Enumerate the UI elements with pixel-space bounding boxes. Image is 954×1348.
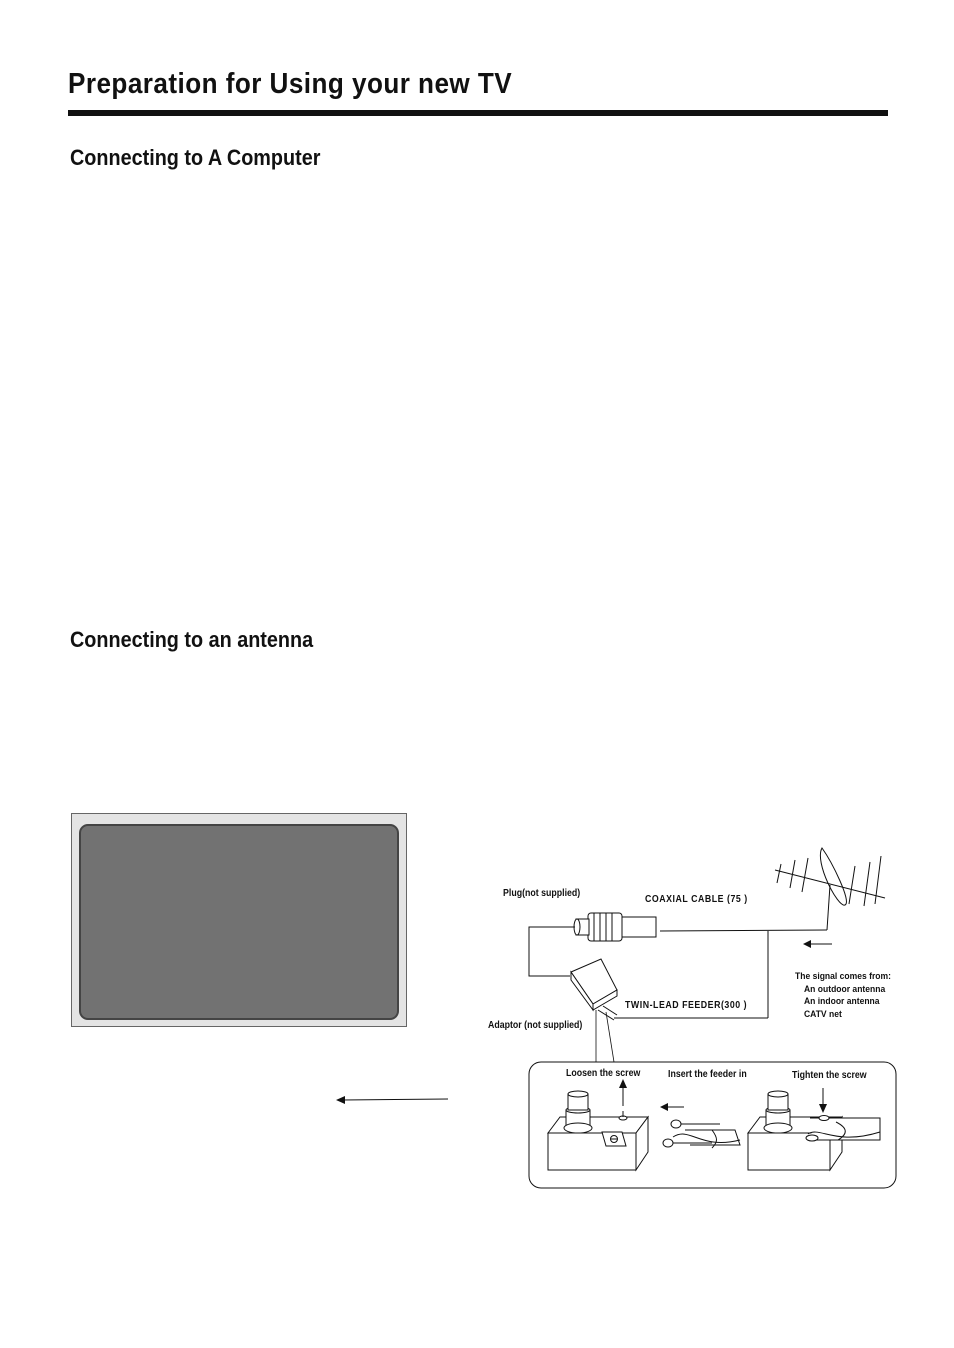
twin-lead-feeder-label: TWIN-LEAD FEEDER(300 ) bbox=[625, 1000, 748, 1011]
loosen-arrow bbox=[619, 1079, 627, 1106]
page-title: Preparation for Using your new TV bbox=[68, 68, 513, 100]
signal-source-item: CATV net bbox=[804, 1008, 842, 1020]
signal-source-note bbox=[795, 971, 902, 1021]
antenna-section-heading: Connecting to an antenna bbox=[70, 627, 314, 652]
coaxial-cable-label: COAXIAL CABLE (75 ) bbox=[645, 894, 748, 905]
step-insert-label: Insert the feeder in bbox=[668, 1069, 747, 1080]
signal-source-item: An outdoor antenna bbox=[804, 983, 886, 995]
feeder-wire-icon bbox=[663, 1120, 740, 1148]
computer-section-heading: Connecting to A Computer bbox=[70, 145, 321, 170]
terminal-loosen-icon bbox=[548, 1091, 648, 1170]
signal-source-heading: The signal comes from: bbox=[795, 971, 891, 982]
adaptor-label: Adaptor (not supplied) bbox=[488, 1020, 583, 1031]
step-tighten-label: Tighten the screw bbox=[792, 1070, 867, 1081]
signal-arrow bbox=[803, 940, 832, 948]
antenna-icon bbox=[775, 848, 885, 930]
insert-arrow bbox=[660, 1103, 684, 1111]
step-loosen-label: Loosen the screw bbox=[566, 1068, 641, 1079]
tighten-arrow bbox=[819, 1088, 827, 1113]
adaptor-icon bbox=[571, 959, 617, 1020]
signal-source-item: An indoor antenna bbox=[804, 996, 880, 1007]
coaxial-plug-icon bbox=[574, 913, 656, 941]
tv-input-arrow bbox=[336, 1096, 448, 1104]
plug-label: Plug(not supplied) bbox=[503, 888, 581, 899]
terminal-tighten-icon bbox=[748, 1091, 880, 1170]
